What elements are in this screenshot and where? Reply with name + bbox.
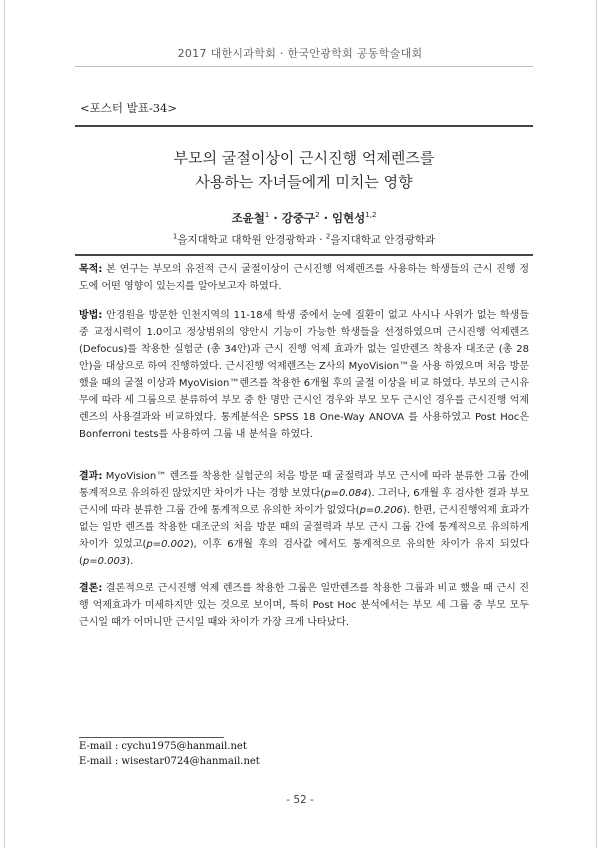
section-text: ), 이후 6개월 후의 검사값 에서도 통계적으로 유의한 차이가 유지 되었다( [79,539,529,567]
section-result [79,468,529,570]
author-affil-mark: 1 [264,211,270,220]
running-header: 2017 대한시과학회 · 한국안광학회 공동학술대회 [177,47,423,60]
page-border-right [596,0,597,848]
p-value: p=0.206 [359,505,403,516]
p-value: p=0.003 [82,556,127,567]
email-address: E-mail : wisestar0724@hanmail.net [79,756,260,767]
p-value: p=0.084 [324,488,368,499]
email-address: E-mail : cychu1975@hanmail.net [79,741,247,752]
section-text: MyoVision™ 렌즈를 착용한 실험군의 처음 방문 때 굴절력과 부모 근시에 따라 분류한 그룹 간에 통계적으로 유의하진 않았지만 차이가 나는 경향 보였다( [79,471,529,499]
affiliation-text: 을지대학교 안경광학과 [330,234,436,246]
p-value: p=0.002 [146,539,190,550]
section-label: 방법: [79,310,103,321]
title-rule-bottom [75,254,533,256]
title-rule-top [75,125,533,127]
paper-title-line-2: 사용하는 자녀들에게 미치는 영향 [195,173,413,191]
affiliation-mark: 2 [325,232,331,241]
affiliation-separator: · [315,234,326,246]
page-border-left [4,0,5,848]
section-text: ). 한편, 근시진행억제 효과가 없는 일반 렌즈를 착용한 대조군의 처음 방문 때의 굴절력과 부모 근시 그룹 간에 통계적으로 유의하게 차이가 있었고( [79,505,529,550]
author-name: 임현성 [331,211,366,225]
paper-title-line-1: 부모의 굴절이상이 근시진행 억제렌즈를 [173,149,435,167]
section-label: 목적: [79,264,103,275]
author-separator: · [269,211,282,225]
section-method [79,307,529,443]
section-label: 결과: [79,471,103,482]
affiliation-list [75,232,533,247]
section-text: 본 연구는 부모의 유전적 근시 굴절이상이 근시진행 억제렌즈를 사용하는 학생들의 근시 진행 정도에 어떤 영향이 있는지를 알아보고자 하였다. [79,264,529,292]
author-name: 조윤철 [231,211,265,225]
page-number: - 52 - [286,794,314,806]
section-text: 안경원을 방문한 인천지역의 11-18세 학생 중에서 눈에 질환이 없고 사시나 사위가 없는 학생들 중 교정시력이 1.0이고 정상범위의 양안시 기능이 가능한 학생들을 선정하였으며 근시진행 억제렌즈(Defocus)를 착용한 실험군 (총 34안)과 근시 진행 억제 효과가 없는 일반렌즈 착용자 대조군 (총 28안)을 대상으로 하여 진행하였다. 근시진행 억제렌즈는 Z사의 MyoVision™을 사용 하였으며 처음 방문했을 때의 굴절 이상과 MyoVision™렌즈를 착용한 6개월 후의 굴절 이상을 비교 하였다. 부모의 근시유무에 따라 세 그룹으로 분류하여 부모 중 한 명만 근시인 경우와 부모 모두 근시인 경우를 근시진행 억제 렌즈의 사용결과와 비교하였다. 통계분석은 SPSS 18 One-Way ANOVA 를 사용하였고 Post Hoc은 Bonferroni tests를 사용하여 그룹 내 분석을 하였다. [79,310,529,440]
section-label: 결론: [79,583,103,594]
poster-label: <포스터 발표-34> [80,101,177,115]
section-conclusion [79,580,529,631]
section-text: ). 그러나, 6개월 후 검사한 결과 부모 근시에 따라 분류한 그룹 간에 통계적으로 유의한 차이가 없었다( [79,488,529,516]
affiliation-text: 을지대학교 대학원 안경광학과 [177,234,316,246]
section-purpose [79,261,529,295]
author-name: 강중구 [281,211,316,225]
paper-title [75,146,533,194]
affiliation-mark: 1 [172,232,178,241]
section-text: 결론적으로 근시진행 억제 렌즈를 착용한 그룹은 일반렌즈를 착용한 그룹과 비교 했을 때 근시 진행 억제효과가 미세하지만 있는 것으로 보이며, 특히 Post Hoc 분석에서는 부모 세 그룹 중 부모 모두 근시일 때가 어머니만 근시일 때와 차이가 가장 크게 나타났다. [79,583,529,628]
footnote-divider [79,737,224,738]
author-affil-mark: 1,2 [365,211,377,220]
header-divider [75,66,533,67]
section-text: ). [126,556,134,567]
author-affil-mark: 2 [315,211,320,220]
author-separator: · [319,211,332,225]
author-list [75,210,533,226]
